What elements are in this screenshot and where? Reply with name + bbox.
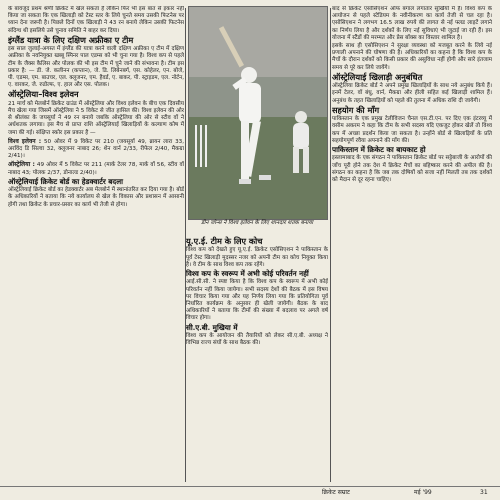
headline-cooperation-demand: सहयोग की माँग <box>332 104 380 115</box>
australia-world-xi-paragraph: 21 मार्च को मेलबोर्न क्रिकेट ग्राउंड में ऑस्ट्रेलिया और विश्व इलेवन के बीच एक दिवसीय मैच खेला गया जिसमें ऑस्ट्रेलिया ने 5 विकेट से जीत हासिल की। विश्व इलेवन की ओर से श्रीलंका के जयसूर्या ने 49 रन बनाये जबकि ऑस्ट्रेलिया की ओर से स्टीव वॉ ने अर्धशतक लगाया। इस मैच से प्राप्त राशि ऑस्ट्रेलियाई खिलाड़ियों के कल्याण कोष में जमा की गई। संक्षिप्त स्कोर इस प्रकार है — <box>8 100 184 136</box>
headline-australian-contracts: ऑस्ट्रेलियाई खिलाड़ी अनुबंधित <box>332 71 423 82</box>
australian-contracts-paragraph: ऑस्ट्रेलिया क्रिकेट बोर्ड ने अपने प्रमुख खिलाड़ियों के साथ नये अनुबंध किये हैं। इनमें टेलर, वॉ बंधु, वार्न, मैकग्रा और हीली सहित कई खिलाड़ी शामिल हैं। अनुबंध के तहत खिलाड़ियों को पहले की तुलना में अधिक राशि दी जायेगी। <box>332 83 492 104</box>
headline-australia-world-xi: ऑस्ट्रेलिया–विश्व इलेवन <box>8 89 79 100</box>
score-label-australia: ऑस्ट्रेलिया : <box>8 161 35 169</box>
headline-south-africa-a-team: इंग्लैंड यात्रा के लिए दक्षिण अफ्रीका ए टीम <box>8 34 134 45</box>
world-cup-format-paragraph: आई.सी.सी. ने स्पष्ट किया है कि विश्व कप के स्वरूप में अभी कोई परिवर्तन नहीं किया जायेगा। सभी सदस्य देशों की बैठक में इस विषय पर विचार किया गया और यह निर्णय लिया गया कि प्रतियोगिता पूर्व निर्धारित कार्यक्रम के अनुसार ही खेली जायेगी। बैठक के बाद अधिकारियों ने बताया कि टीमों की संख्या में बदलाव पर अगले वर्ष विचार होगा। <box>186 279 328 322</box>
issue-date: मई '99 <box>414 489 432 496</box>
cab-paragraph: विश्व कप के आयोजन की तैयारियों को लेकर सी.ए.बी. अध्यक्ष ने विभिन्न राज्य संघों के साथ बैठक की। <box>186 333 328 347</box>
column-divider <box>330 8 331 482</box>
south-africa-paragraph: इस साल जुलाई-अगस्त में इंग्लैंड की यात्रा करने वाली दक्षिण अफ्रीका ए टीम में दक्षिण अफ्रीका के नवनियुक्त खब्बू स्पिनर पाल एडम्स को भी चुना गया है। विश्व कप से पहले टीम के जैक्स कैलिस और पोलक की भी इस टीम में चुने जाने की संभावना है। टीम इस प्रकार है: — डी. जे. कलीनन (कप्तान), जे. डि. लिबेनबर्ग, एस. कोहेलर, एन. बोजे, पी. एडम्स, एम. बाउचर, एल. क्लूजनर, एम. हैवर्ड, ए. बाकर, पी. स्ट्राइडम, एल. नोर्टन, ए. वारकर, जे. रुडोल्फ, ए. हाल और एस. पोलक। <box>8 46 184 89</box>
uae-coach-paragraph: विश्व कप को देखते हुए यू.ए.ई. क्रिकेट एसोसिएशन ने पाकिस्तान के पूर्व टेस्ट खिलाड़ी मुदस्सर नजर को अपनी टीम का कोच नियुक्त किया है। वे टीम के साथ विश्व कप तक रहेंगे। <box>186 247 328 268</box>
score-australia: 49 ओवर में 5 विकेट पर 211 (मार्क टेलर 78, मार्क वॉ 56, स्टीव वॉ नाबाद 43; पोलक 2/37, डोनाल्ड 2/40)। <box>8 162 184 176</box>
middle-column <box>186 236 328 482</box>
cricket-batsman-photo <box>188 6 328 220</box>
page-number: 31 <box>480 489 488 496</box>
headline-acb-headquarters: ऑस्ट्रेलियाई क्रिकेट बोर्ड का हेडक्वार्टर बदला <box>8 176 123 186</box>
headline-pakistan-boycott: पाकिस्तान में क्रिकेट का बायकाट हो <box>332 145 426 155</box>
headline-cab: सी.ए.बी. मुखिया में <box>186 322 238 332</box>
score-world-xi: 50 ओवर में 9 विकेट पर 210 (जयसूर्या 49, ब्रायन लारा 33, अरविंद डि सिल्वा 32, क्लूजनर नाबाद 26; शेन वार्न 2/33, रीफेल 2/40, मैकग्रा 2/41)। <box>8 138 184 160</box>
score-label-world-xi: विश्व इलेवन : <box>8 137 42 145</box>
acb-headquarters-paragraph: ऑस्ट्रेलियाई क्रिकेट बोर्ड का हेडक्वार्टर अब मेलबोर्न में स्थानांतरित कर दिया गया है। बोर्ड के अधिकारियों ने बताया कि नये कार्यालय से खेल के विकास और प्रशासन में आसानी होगी तथा क्रिकेट के प्रचार-प्रसार का कार्य भी तेजी से होगा। <box>8 187 184 208</box>
left-column <box>8 6 184 482</box>
page-footer <box>0 486 500 499</box>
intro-paragraph: के बावजूद प्रथम श्रेणी क्रिकेट में खेल सकता है लेकिन फिर भी इस बात से इंकार नहीं किया जा सकता कि एक खिलाड़ी को टेस्ट स्तर के लिये चुनते समय उसकी फिटनेस पर ध्यान देना जरूरी है। पिछले दिनों एक खिलाड़ी ने 43 रन बनाये लेकिन उसकी फिटनेस संदिग्ध थी इसलिये उसे चुनाव समिति ने बाहर कर दिया। <box>8 6 184 34</box>
cab-security-paragraph: इसके साथ ही एसोसिएशन ने सुरक्षा व्यवस्था को मजबूत करने के लिये नई प्रणाली अपनाने की घोषणा की है। अधिकारियों का कहना है कि विश्व कप के मैचों के दौरान दर्शकों को किसी प्रकार की असुविधा नहीं होगी और सारे इंतजाम समय से पूरे कर लिये जायेंगे। <box>332 43 492 71</box>
pakistan-boycott-paragraph: इस्लामाबाद के एक संगठन ने पाकिस्तान क्रिकेट बोर्ड पर सट्टेबाजी के आरोपों की जाँच पूरी होने तक देश में क्रिकेट मैचों का बहिष्कार करने की अपील की है। संगठन का कहना है कि जब तक दोषियों को सजा नहीं मिलती तब तक दर्शकों को मैदान से दूर रहना चाहिए। <box>332 155 492 184</box>
headline-uae-coach: यू.ए.ई. टीम के लिए कोच <box>186 236 263 246</box>
cab-stadium-paragraph: बाद से क्रिकेट एसोसिएशन ऑफ बंगाल लगातार सुर्खियों में है। विश्व कप के आयोजन से पहले स्टेडियम के नवीनीकरण का कार्य तेजी से चल रहा है। एसोसिएशन ने लगभग 16.5 लाख रुपये की लागत से नई फ्लड लाइटें लगाने का निर्णय लिया है और दर्शकों के लिए नई सुविधाएं भी जुटाई जा रही हैं। इस योजना में स्टैंडों की मरम्मत और प्रेस बॉक्स का विस्तार शामिल है। <box>332 6 492 41</box>
headline-world-cup-format: विश्व कप के स्वरूप में अभी कोई परिवर्तन नहीं <box>186 269 309 279</box>
photo-caption: डीन जोन्स ने विश्व इलेवन के लिए शानदार शतक बनाया <box>200 220 314 226</box>
cooperation-demand-paragraph: पाकिस्तान के एक प्रमुख टेलीविजन चैनल एस.टी.एन. पर दिए एक इंटरव्यू में वसीम अकरम ने कहा कि टीम के सभी सदस्य यदि एकजुट होकर खेलें तो विश्व कप में अच्छा प्रदर्शन किया जा सकता है। उन्होंने बोर्ड से खिलाड़ियों के प्रति सहयोगपूर्ण रवैया अपनाने की माँग की। <box>332 116 492 144</box>
magazine-name: क्रिकेट सम्राट <box>322 489 350 496</box>
right-column <box>332 6 492 482</box>
